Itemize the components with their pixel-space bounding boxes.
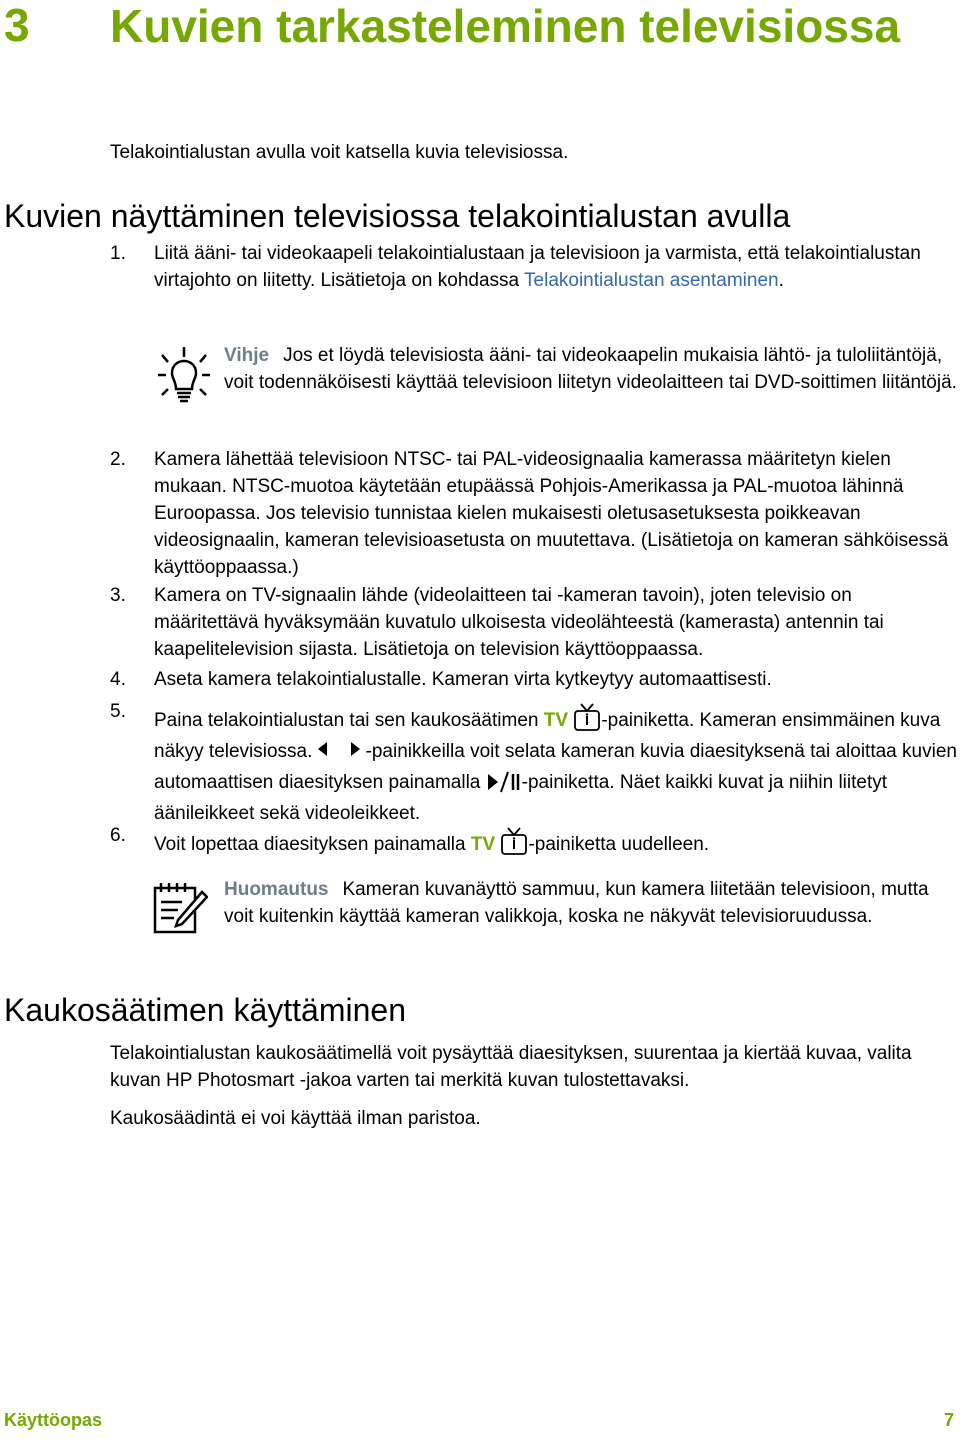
step-text: -painiketta uudelleen. xyxy=(528,834,710,855)
note-text: Kameran kuvanäyttö sammuu, kun kamera liitetään televisioon, mutta voit kuitenkin käyttää kameran valikkoja, koska ne näkyvät televisioruudussa. xyxy=(224,879,929,927)
tv-icon xyxy=(500,826,528,856)
list-item xyxy=(110,820,958,860)
step-text-tail: . xyxy=(778,270,784,291)
step-number: 2. xyxy=(110,449,126,470)
tv-button-label: TV xyxy=(543,710,569,731)
step-text: Paina telakointialustan tai sen kaukosäätimen xyxy=(154,710,544,731)
remote-paragraph-1: Telakointialustan kaukosäätimellä voit pysäyttää diaesityksen, suurentaa ja kiertää kuvaa, valita kuvan HP Photosmart -jakoa varten tai merkitä kuvan tulostettavaksi. xyxy=(110,1043,912,1091)
play-pause-icon xyxy=(486,770,522,794)
footer-manual-title: Käyttöopas xyxy=(4,1410,103,1430)
list-item xyxy=(110,582,958,663)
step-text: -painiketta. Kameran ensimmäinen kuva näkyy televisiossa. xyxy=(154,710,941,762)
tip-label: Vihje xyxy=(224,345,270,366)
right-arrow-icon xyxy=(351,742,360,756)
note-label: Huomautus xyxy=(224,879,329,900)
link-dock-setup[interactable]: Telakointialustan asentaminen xyxy=(524,270,779,291)
list-item xyxy=(110,240,958,294)
section-heading-tv: Kuvien näyttäminen televisiossa telakointialustan avulla xyxy=(4,198,791,234)
remote-paragraph-2: Kaukosäädintä ei voi käyttää ilman paristoa. xyxy=(110,1108,481,1129)
step-text: -painikkeilla voit selata kameran kuvia diaesityksenä tai aloittaa kuvien automaattisen diaesityksen painamalla xyxy=(154,741,957,793)
step-text: Kamera lähettää televisioon NTSC- tai PAL-videosignaalia kamerassa määritetyn kielen mukaan. NTSC-muotoa käytetään etupäässä Pohjois-Amerikassa ja PAL-muotoa lähinnä Euroopassa. Jos televisio tunnistaa kielen mukaisesti oletusasetuksesta poikkeavan videosignaalin, kameran televisioasetusta on muutettava. (Lisätietoja on kameran sähköisessä käyttöoppaassa.) xyxy=(154,449,949,578)
left-arrow-icon xyxy=(318,742,327,756)
list-item xyxy=(110,666,958,693)
section-heading-remote: Kaukosäätimen käyttäminen xyxy=(4,992,406,1028)
chapter-title: Kuvien tarkasteleminen televisiossa xyxy=(110,0,901,52)
step-text: -painiketta. Näet kaikki kuvat ja niihin liitetyt äänileikkeet sekä videoleikkeet. xyxy=(154,772,888,824)
list-item xyxy=(110,446,958,581)
step-number: 1. xyxy=(110,243,126,264)
step-text: Liitä ääni- tai videokaapeli telakointialustaan ja televisioon ja varmista, että telakointialustan virtajohto on liitetty. Lisätietoja on kohdassa xyxy=(154,243,921,291)
footer-page-number: 7 xyxy=(943,1410,954,1430)
tv-button-label: TV xyxy=(470,834,496,855)
step-number: 6. xyxy=(110,825,126,846)
step-number: 5. xyxy=(110,701,126,722)
tip-box xyxy=(224,342,958,396)
step-text: Voit lopettaa diaesityksen painamalla xyxy=(154,834,471,855)
step-text: Kamera on TV-signaalin lähde (videolaitteen tai -kameran tavoin), joten televisio on määritettävä hyväksymään kuvatulo ulkoisesta videolähteestä (kamerasta) antennin tai kaapelitelevision sijasta. Lisätietoja on television käyttöoppaassa. xyxy=(154,585,884,660)
step-text: Aseta kamera telakointialustalle. Kameran virta kytkeytyy automaattisesti. xyxy=(154,669,772,690)
tv-icon xyxy=(573,702,601,732)
lightbulb-icon xyxy=(158,345,210,403)
note-box xyxy=(224,876,958,930)
note-pencil-icon xyxy=(152,880,208,936)
intro-text: Telakointialustan avulla voit katsella kuvia televisiossa. xyxy=(110,142,569,163)
step-number: 3. xyxy=(110,585,126,606)
chapter-number: 3 xyxy=(4,0,30,51)
tip-text: Jos et löydä televisiosta ääni- tai videokaapelin mukaisia lähtö- ja tuloliitäntöjä, voit todennäköisesti käyttää televisioon liitetyn videolaitteen tai DVD-soittimen liitäntöjä. xyxy=(224,345,957,393)
list-item xyxy=(110,696,958,829)
step-number: 4. xyxy=(110,669,126,690)
